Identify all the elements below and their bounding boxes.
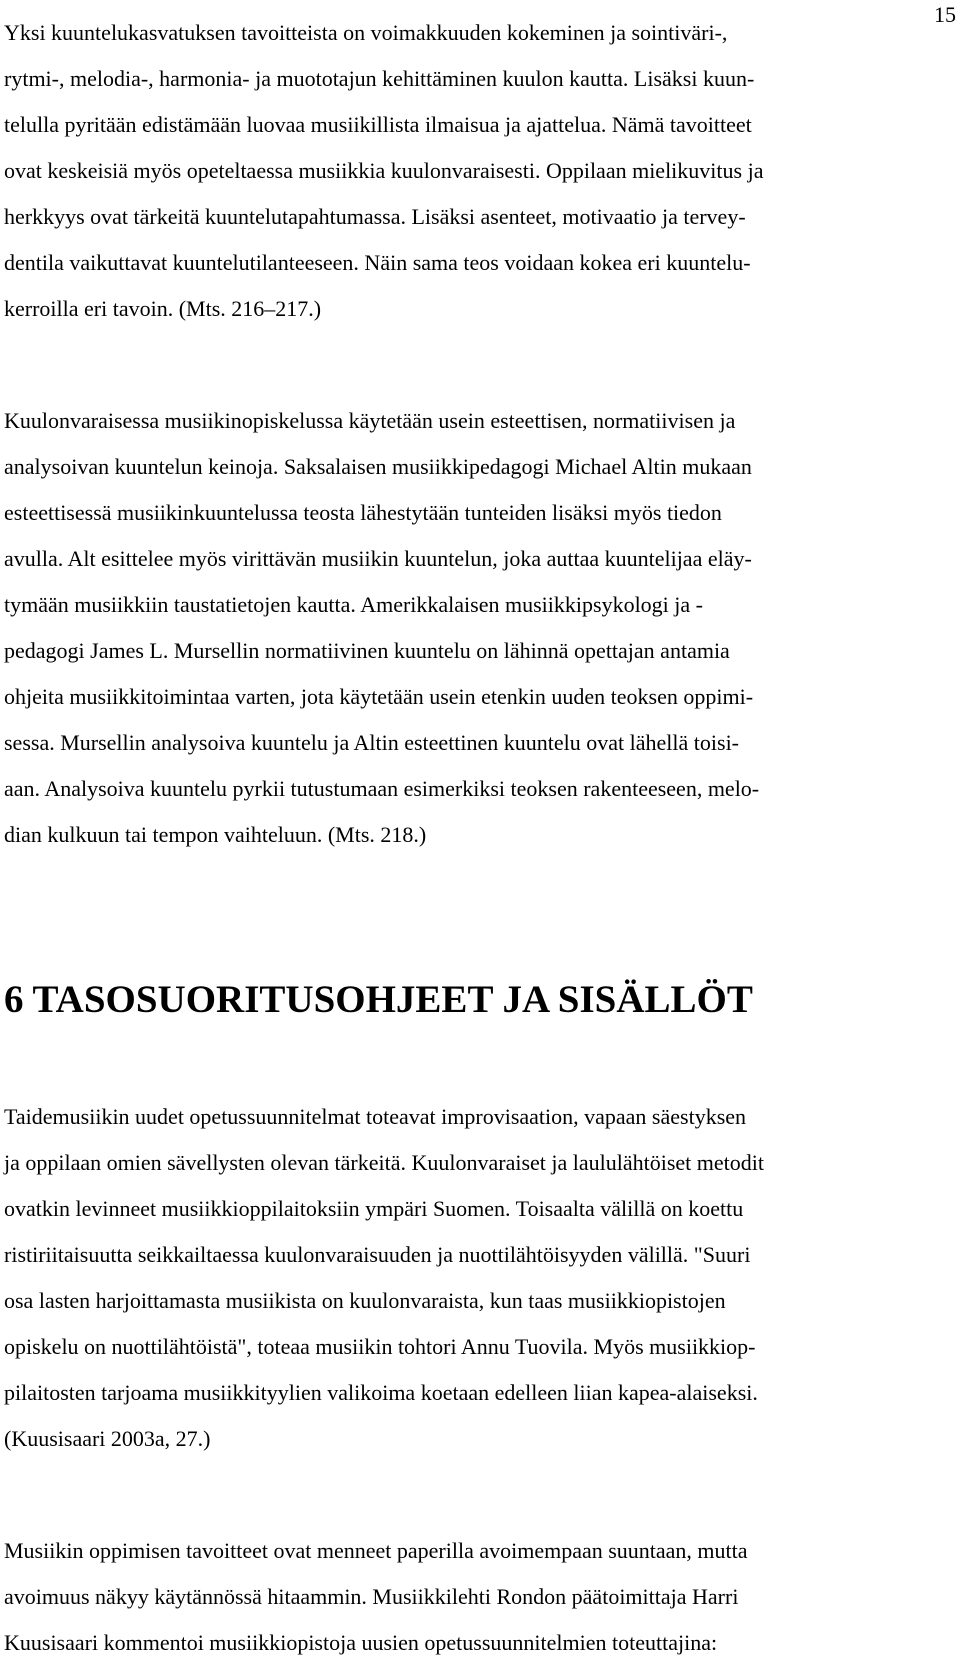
text-line: kerroilla eri tavoin. (Mts. 216–217.): [4, 296, 322, 321]
text-line: esteettisessä musiikinkuuntelussa teosta lähestytään tunteiden lisäksi myös tiedon: [4, 500, 722, 525]
text-line: pedagogi James L. Mursellin normatiivinen kuuntelu on lähinnä opettajan antamia: [4, 638, 730, 663]
paragraph-4: [4, 1528, 954, 1666]
text-line: telulla pyritään edistämään luovaa musiikillista ilmaisua ja ajattelua. Nämä tavoitteet: [4, 112, 752, 137]
text-line: Taidemusiikin uudet opetussuunnitelmat toteavat improvisaation, vapaan säestyksen: [4, 1104, 747, 1129]
text-line: aan. Analysoiva kuuntelu pyrkii tutustumaan esimerkiksi teoksen rakenteeseen, melo-: [4, 776, 760, 801]
text-line: ovatkin levinneet musiikkioppilaitoksiin ympäri Suomen. Toisaalta välillä on koettu: [4, 1196, 744, 1221]
text-line: osa lasten harjoittamasta musiikista on kuulonvaraista, kun taas musiikkiopistojen: [4, 1288, 726, 1313]
text-line: dentila vaikuttavat kuuntelutilanteeseen. Näin sama teos voidaan kokea eri kuuntelu-: [4, 250, 751, 275]
text-line: ja oppilaan omien sävellysten olevan tärkeitä. Kuulonvaraiset ja laululähtöiset metodit: [4, 1150, 764, 1175]
text-line: ovat keskeisiä myös opeteltaessa musiikkia kuulonvaraisesti. Oppilaan mielikuvitus ja: [4, 158, 764, 183]
paragraph-1: [4, 10, 954, 332]
text-line: ristiriitaisuutta seikkailtaessa kuulonvaraisuuden ja nuottilähtöisyyden välillä. "Suuri: [4, 1242, 751, 1267]
text-line: Yksi kuuntelukasvatuksen tavoitteista on voimakkuuden kokeminen ja sointiväri-,: [4, 20, 728, 45]
text-line: sessa. Mursellin analysoiva kuuntelu ja Altin esteettinen kuuntelu ovat lähellä toisi-: [4, 730, 740, 755]
text-line: herkkyys ovat tärkeitä kuuntelutapahtumassa. Lisäksi asenteet, motivaatio ja tervey-: [4, 204, 746, 229]
paragraph-2: [4, 398, 954, 858]
text-line: avoimuus näkyy käytännössä hitaammin. Musiikkilehti Rondon päätoimittaja Harri: [4, 1584, 739, 1609]
text-line: rytmi-, melodia-, harmonia- ja muototajun kehittäminen kuulon kautta. Lisäksi kuun-: [4, 66, 755, 91]
section-heading: 6 TASOSUORITUSOHJEET JA SISÄLLÖT: [4, 978, 753, 1021]
text-line: (Kuusisaari 2003a, 27.): [4, 1426, 211, 1451]
paragraph-3: [4, 1094, 954, 1462]
text-line: Kuulonvaraisessa musiikinopiskelussa käytetään usein esteettisen, normatiivisen ja: [4, 408, 736, 433]
text-line: Kuusisaari kommentoi musiikkiopistoja uusien opetussuunnitelmien toteuttajina:: [4, 1630, 718, 1655]
text-line: Musiikin oppimisen tavoitteet ovat menneet paperilla avoimempaan suuntaan, mutta: [4, 1538, 748, 1563]
text-line: opiskelu on nuottilähtöistä", toteaa musiikin tohtori Annu Tuovila. Myös musiikkiop-: [4, 1334, 756, 1359]
text-line: pilaitosten tarjoama musiikkityylien valikoima koetaan edelleen liian kapea-alaiseksi.: [4, 1380, 758, 1405]
text-line: tymään musiikkiin taustatietojen kautta. Amerikkalaisen musiikkipsykologi ja -: [4, 592, 703, 617]
page-number: 15: [934, 2, 956, 27]
text-line: avulla. Alt esittelee myös virittävän musiikin kuuntelun, joka auttaa kuuntelijaa eläy-: [4, 546, 752, 571]
text-line: dian kulkuun tai tempon vaihteluun. (Mts. 218.): [4, 822, 427, 847]
text-line: ohjeita musiikkitoimintaa varten, jota käytetään usein etenkin uuden teoksen oppimi-: [4, 684, 754, 709]
text-line: analysoivan kuuntelun keinoja. Saksalaisen musiikkipedagogi Michael Altin mukaan: [4, 454, 752, 479]
